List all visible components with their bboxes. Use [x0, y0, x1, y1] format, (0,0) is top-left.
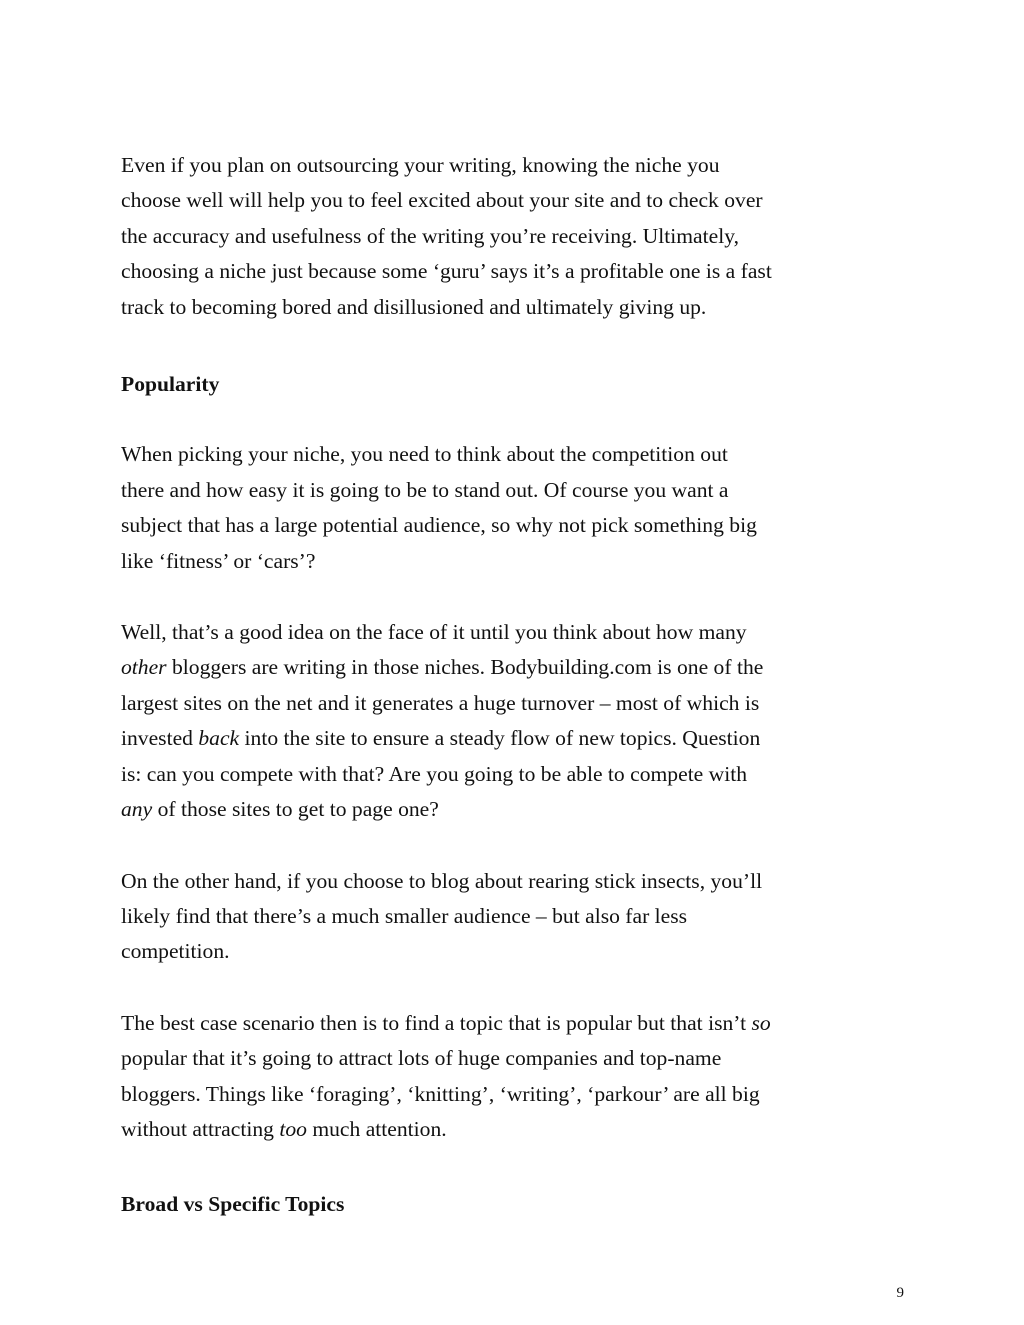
emphasis-other: other	[121, 655, 167, 680]
paragraph-stick-insects	[121, 864, 911, 970]
emphasis-so: so	[751, 1010, 771, 1035]
text-line: bloggers. Things like ‘foraging’, ‘knitting’, ‘writing’, ‘parkour’ are all big	[121, 1081, 760, 1106]
text-fragment: of those sites to get to page one?	[152, 797, 439, 822]
text-line: popular that it’s going to attract lots of huge companies and top-name	[121, 1046, 722, 1071]
page-number: 9	[896, 1285, 904, 1301]
paragraph-competition	[121, 437, 911, 579]
text-line: Well, that’s a good idea on the face of it until you think about how many	[121, 620, 747, 645]
text-fragment: much attention.	[306, 1116, 447, 1141]
text-line: largest sites on the net and it generates a huge turnover – most of which is	[121, 690, 760, 715]
paragraph-best-case	[121, 1006, 911, 1148]
text-line	[121, 650, 911, 685]
text-line: there and how easy it is going to be to stand out. Of course you want a	[121, 477, 729, 502]
text-fragment: bloggers are writing in those niches. Bodybuilding.com is one of the	[166, 655, 764, 680]
emphasis-any: any	[121, 797, 153, 822]
heading-broad-vs-specific: Broad vs Specific Topics	[121, 1192, 345, 1217]
emphasis-back: back	[198, 726, 240, 751]
text-line: likely find that there’s a much smaller audience – but also far less	[121, 903, 688, 928]
paragraph-outsourcing	[121, 148, 911, 325]
emphasis-too: too	[279, 1116, 307, 1141]
text-line: On the other hand, if you choose to blog about rearing stick insects, you’ll	[121, 868, 763, 893]
text-fragment: without attracting	[121, 1116, 280, 1141]
text-line: choose well will help you to feel excited about your site and to check over	[121, 188, 763, 213]
heading-popularity: Popularity	[121, 372, 220, 397]
text-line: subject that has a large potential audience, so why not pick something big	[121, 513, 757, 538]
text-line: Even if you plan on outsourcing your writing, knowing the niche you	[121, 153, 720, 177]
paragraph-bodybuilding	[121, 615, 911, 827]
text-line	[121, 1006, 911, 1041]
text-fragment: invested	[121, 726, 199, 751]
text-line: choosing a niche just because some ‘guru’ says it’s a profitable one is a fast	[121, 259, 772, 284]
text-line: is: can you compete with that? Are you going to be able to compete with	[121, 761, 748, 786]
text-line: like ‘fitness’ or ‘cars’?	[121, 548, 316, 573]
text-fragment: The best case scenario then is to find a topic that is popular but that isn’t	[121, 1010, 752, 1035]
text-line: competition.	[121, 939, 230, 964]
text-line	[121, 1112, 911, 1147]
text-line	[121, 721, 911, 756]
document-page	[121, 148, 911, 1223]
text-fragment: into the site to ensure a steady flow of new topics. Question	[239, 726, 761, 751]
text-line: When picking your niche, you need to think about the competition out	[121, 442, 728, 467]
text-line	[121, 792, 911, 827]
text-line: track to becoming bored and disillusioned and ultimately giving up.	[121, 294, 707, 319]
text-line: the accuracy and usefulness of the writing you’re receiving. Ultimately,	[121, 223, 739, 248]
